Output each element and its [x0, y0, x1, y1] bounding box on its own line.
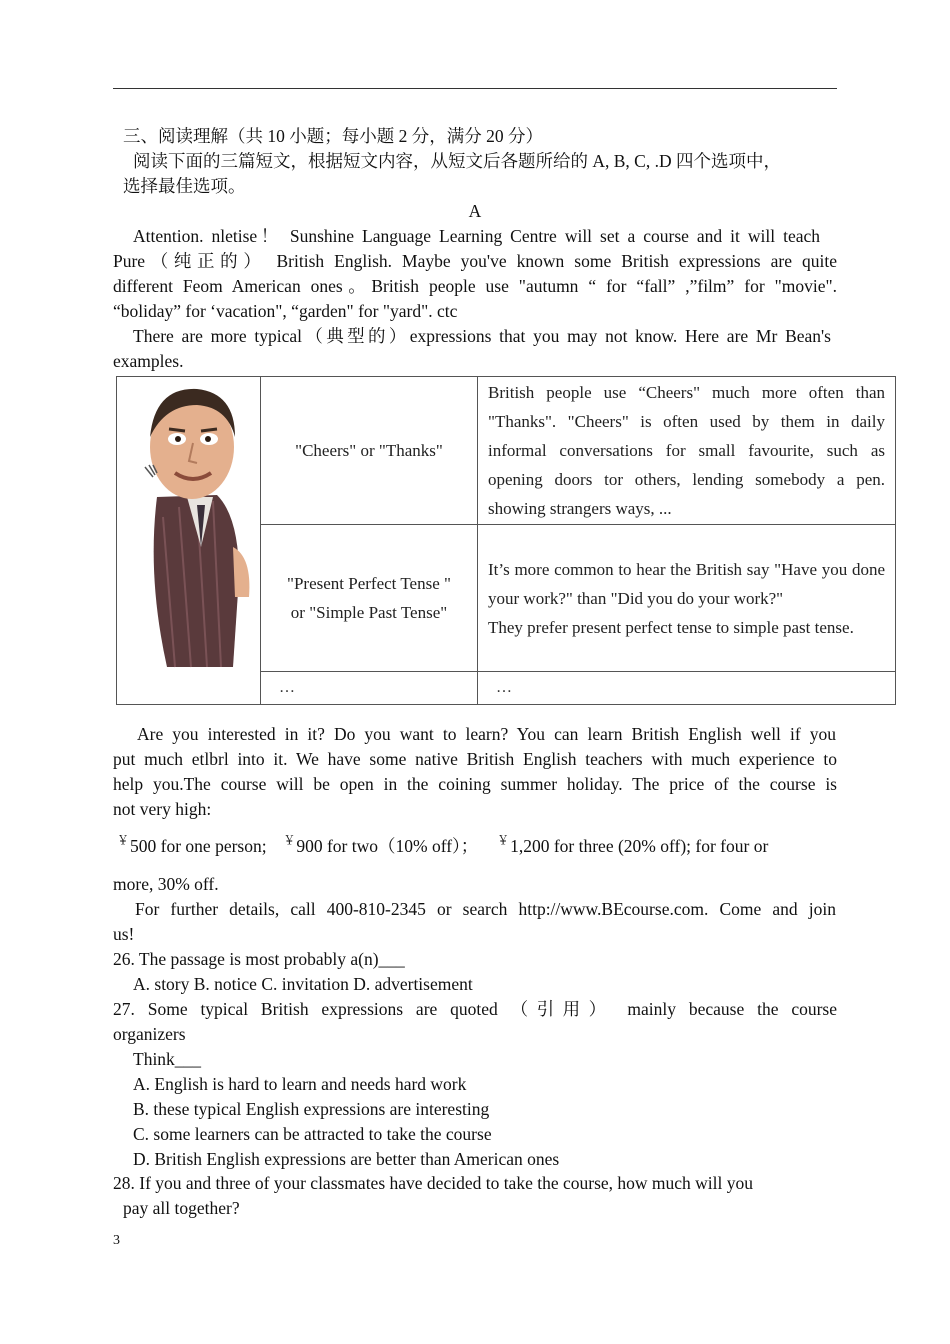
yen-symbol-2: ￥ — [283, 833, 296, 847]
p1-line-1: Attention. nletise！ Sunshine Language Learning Centre will set a course and it will teach — [133, 226, 820, 246]
header-rule — [113, 88, 837, 89]
q27-stem-1: 27. Some typical British expressions are quoted （引用） mainly because the course — [113, 999, 837, 1019]
q27-option-b: B. these typical English expressions are interesting — [133, 1099, 490, 1119]
q28-stem-2: pay all together? — [123, 1198, 240, 1218]
q27-stem-3: Think___ — [133, 1049, 202, 1069]
p1-line-3: different Feom American ones。British people use "autumn “ for “fall” ,”film” for "movie". — [113, 276, 837, 296]
p1-line-2: Pure（纯正的） British English. Maybe you've known some British expressions are quite — [113, 251, 837, 271]
row2-left — [261, 525, 478, 672]
price-2: 900 for two（10% off）； — [296, 836, 479, 856]
q27-stem-2: organizers — [113, 1024, 186, 1044]
section-heading: 三、阅读理解（共 10 小题；每小题 2 分，满分 20 分） — [123, 126, 543, 146]
p3-line-4: not very high: — [113, 799, 212, 819]
q27-option-a: A. English is hard to learn and needs hard work — [133, 1074, 467, 1094]
mr-bean-illustration — [117, 377, 260, 699]
yen-symbol-1: ￥ — [117, 833, 130, 847]
price-3: 1,200 for three (20% off); for four or — [510, 836, 769, 856]
q28-stem-1: 28. If you and three of your classmates have decided to take the course, how much will you — [113, 1173, 754, 1193]
passage-letter: A — [468, 201, 482, 221]
row2-right-para-1: It’s more common to hear the British say "Have you done your work?" than "Did you do your work?" — [488, 559, 885, 608]
q27-option-d: D. British English expressions are better than American ones — [133, 1149, 560, 1169]
price-line-2: more, 30% off. — [113, 874, 219, 894]
p4-line-1: For further details, call 400-810-2345 or search http://www.BEcourse.com. Come and join — [135, 899, 836, 919]
p1-line-4: “boliday” for ‘vacation", “garden" for "yard". ctc — [113, 301, 458, 321]
page-number: 3 — [113, 1233, 120, 1248]
row1-left-line: "Cheers" or "Thanks" — [295, 441, 443, 461]
q26-options: A. story B. notice C. invitation D. advertisement — [133, 974, 473, 994]
row2-right — [478, 525, 896, 672]
row2-left-line-1: "Present Perfect Tense " — [287, 574, 451, 594]
q26-stem: 26. The passage is most probably a(n)___ — [113, 949, 405, 969]
instruction-line-2: 选择最佳选项。 — [123, 176, 246, 196]
instruction-line-1: 阅读下面的三篇短文，根据短文内容，从短文后各题所给的 A, B, C, .D 四个选项中， — [133, 151, 781, 171]
expressions-table — [116, 376, 896, 705]
price-line — [117, 835, 768, 859]
q27-option-c: C. some learners can be attracted to take the course — [133, 1124, 492, 1144]
p2-line-1: There are more typical（典型的）expressions that you may not know. Here are Mr Bean's — [133, 326, 831, 346]
price-1: 500 for one person; — [130, 836, 267, 856]
row1-left — [261, 377, 478, 525]
row2-right-para-2: They prefer present perfect tense to simple past tense. — [488, 617, 854, 637]
yen-symbol-3: ￥ — [497, 833, 510, 847]
p3-line-3: help you.The course will be open in the coining summer holiday. The price of the course is — [113, 774, 837, 794]
p4-line-2: us! — [113, 924, 135, 944]
row1-right: British people use “Cheers" much more often than "Thanks". "Cheers" is often used by them in daily informal conversations for small favourite, such as opening doors tor others, lending somebody a pen. showing strangers ways, ... — [478, 377, 896, 525]
p3-line-2: put much etlbrl into it. We have some native British English teachers with much experience to — [113, 749, 837, 769]
p2-line-2: examples. — [113, 351, 184, 371]
p3-line-1: Are you interested in it? Do you want to learn? You can learn British English well if you — [137, 724, 836, 744]
row3-left: … — [261, 672, 478, 705]
row3-right: … — [478, 672, 896, 705]
row2-left-line-2: or "Simple Past Tense" — [290, 603, 448, 623]
mr-bean-cell — [117, 377, 261, 705]
